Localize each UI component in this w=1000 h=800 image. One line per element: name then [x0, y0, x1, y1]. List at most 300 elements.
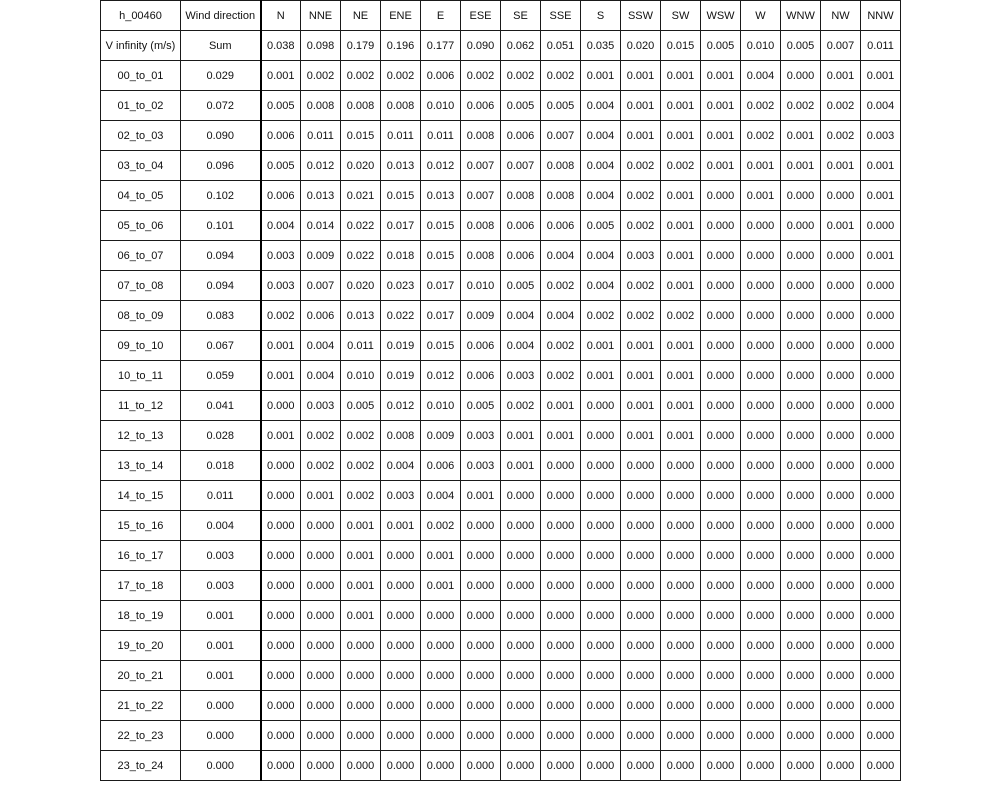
frequency-cell: 0.011: [301, 121, 341, 151]
table-row: [101, 481, 901, 511]
frequency-cell: 0.000: [741, 511, 781, 541]
frequency-cell: 0.000: [501, 601, 541, 631]
table-row: [101, 91, 901, 121]
frequency-cell: 0.000: [821, 691, 861, 721]
frequency-cell: 0.000: [621, 661, 661, 691]
frequency-cell: 0.000: [701, 331, 741, 361]
frequency-cell: 0.004: [581, 181, 621, 211]
frequency-cell: 0.001: [741, 181, 781, 211]
table-row: [101, 451, 901, 481]
direction-header-cell: ESE: [461, 1, 501, 31]
sum-label-cell: Sum: [181, 31, 261, 61]
frequency-cell: 0.004: [581, 151, 621, 181]
frequency-cell: 0.002: [301, 61, 341, 91]
frequency-cell: 0.000: [501, 691, 541, 721]
frequency-cell: 0.000: [701, 661, 741, 691]
frequency-cell: 0.008: [301, 91, 341, 121]
frequency-cell: 0.002: [501, 391, 541, 421]
frequency-cell: 0.001: [461, 481, 501, 511]
frequency-cell: 0.000: [621, 691, 661, 721]
frequency-cell: 0.000: [701, 451, 741, 481]
frequency-cell: 0.008: [461, 211, 501, 241]
frequency-cell: 0.000: [261, 721, 301, 751]
frequency-cell: 0.023: [381, 271, 421, 301]
frequency-cell: 0.000: [661, 661, 701, 691]
frequency-cell: 0.001: [861, 181, 901, 211]
frequency-cell: 0.000: [341, 631, 381, 661]
frequency-cell: 0.000: [861, 601, 901, 631]
frequency-cell: 0.011: [341, 331, 381, 361]
frequency-cell: 0.001: [661, 181, 701, 211]
frequency-cell: 0.000: [741, 241, 781, 271]
table-row: [101, 241, 901, 271]
frequency-cell: 0.008: [381, 421, 421, 451]
frequency-cell: 0.015: [421, 211, 461, 241]
frequency-cell: 0.008: [381, 91, 421, 121]
direction-header-cell: W: [741, 1, 781, 31]
frequency-cell: 0.002: [741, 121, 781, 151]
direction-sum-cell: 0.035: [581, 31, 621, 61]
table-row: [101, 541, 901, 571]
row-sum-cell: 0.003: [181, 571, 261, 601]
frequency-cell: 0.001: [661, 61, 701, 91]
frequency-cell: 0.000: [821, 511, 861, 541]
row-sum-cell: 0.067: [181, 331, 261, 361]
frequency-cell: 0.000: [541, 691, 581, 721]
frequency-cell: 0.000: [781, 571, 821, 601]
frequency-cell: 0.006: [501, 121, 541, 151]
frequency-cell: 0.000: [261, 451, 301, 481]
frequency-cell: 0.001: [501, 421, 541, 451]
direction-sum-cell: 0.038: [261, 31, 301, 61]
frequency-cell: 0.001: [341, 601, 381, 631]
frequency-cell: 0.002: [621, 271, 661, 301]
frequency-cell: 0.005: [581, 211, 621, 241]
frequency-cell: 0.000: [821, 631, 861, 661]
frequency-cell: 0.005: [501, 271, 541, 301]
frequency-cell: 0.000: [861, 661, 901, 691]
frequency-cell: 0.006: [461, 91, 501, 121]
frequency-cell: 0.004: [501, 331, 541, 361]
frequency-cell: 0.000: [701, 391, 741, 421]
frequency-cell: 0.000: [421, 601, 461, 631]
frequency-cell: 0.006: [501, 211, 541, 241]
speed-bin-cell: 14_to_15: [101, 481, 181, 511]
frequency-cell: 0.002: [581, 301, 621, 331]
row-sum-cell: 0.000: [181, 721, 261, 751]
frequency-cell: 0.000: [701, 181, 741, 211]
frequency-cell: 0.001: [661, 211, 701, 241]
frequency-cell: 0.003: [301, 391, 341, 421]
frequency-cell: 0.002: [661, 301, 701, 331]
frequency-cell: 0.000: [581, 631, 621, 661]
frequency-cell: 0.000: [701, 751, 741, 781]
frequency-cell: 0.012: [301, 151, 341, 181]
frequency-cell: 0.002: [381, 61, 421, 91]
frequency-cell: 0.001: [621, 61, 661, 91]
frequency-cell: 0.001: [301, 481, 341, 511]
frequency-cell: 0.000: [301, 631, 341, 661]
frequency-cell: 0.000: [501, 541, 541, 571]
frequency-cell: 0.000: [301, 541, 341, 571]
frequency-cell: 0.002: [781, 91, 821, 121]
frequency-cell: 0.022: [341, 241, 381, 271]
row-sum-cell: 0.028: [181, 421, 261, 451]
frequency-cell: 0.000: [381, 631, 421, 661]
speed-bin-cell: 07_to_08: [101, 271, 181, 301]
frequency-cell: 0.002: [261, 301, 301, 331]
frequency-cell: 0.012: [381, 391, 421, 421]
speed-bin-cell: 08_to_09: [101, 301, 181, 331]
frequency-cell: 0.010: [421, 91, 461, 121]
row-sum-cell: 0.000: [181, 691, 261, 721]
frequency-cell: 0.000: [261, 601, 301, 631]
frequency-cell: 0.000: [381, 601, 421, 631]
frequency-cell: 0.004: [581, 91, 621, 121]
frequency-cell: 0.000: [501, 511, 541, 541]
frequency-cell: 0.021: [341, 181, 381, 211]
frequency-cell: 0.000: [581, 661, 621, 691]
frequency-cell: 0.001: [861, 241, 901, 271]
frequency-cell: 0.003: [501, 361, 541, 391]
direction-sum-cell: 0.007: [821, 31, 861, 61]
frequency-cell: 0.004: [861, 91, 901, 121]
frequency-cell: 0.000: [421, 661, 461, 691]
frequency-cell: 0.000: [261, 481, 301, 511]
frequency-cell: 0.000: [541, 541, 581, 571]
frequency-cell: 0.000: [621, 571, 661, 601]
wind-frequency-table: [100, 0, 901, 781]
frequency-cell: 0.000: [301, 601, 341, 631]
frequency-cell: 0.000: [421, 631, 461, 661]
table-row: [101, 331, 901, 361]
frequency-cell: 0.000: [501, 721, 541, 751]
frequency-cell: 0.001: [341, 571, 381, 601]
direction-sum-cell: 0.011: [861, 31, 901, 61]
frequency-cell: 0.010: [421, 391, 461, 421]
direction-sum-cell: 0.005: [781, 31, 821, 61]
frequency-cell: 0.001: [261, 361, 301, 391]
table-row: [101, 691, 901, 721]
frequency-cell: 0.000: [261, 391, 301, 421]
frequency-cell: 0.008: [461, 241, 501, 271]
speed-bin-cell: 06_to_07: [101, 241, 181, 271]
frequency-cell: 0.000: [741, 721, 781, 751]
frequency-cell: 0.000: [821, 751, 861, 781]
speed-bin-cell: 13_to_14: [101, 451, 181, 481]
frequency-cell: 0.005: [261, 151, 301, 181]
frequency-cell: 0.000: [301, 721, 341, 751]
table-row: [101, 361, 901, 391]
frequency-cell: 0.015: [421, 241, 461, 271]
frequency-cell: 0.001: [581, 61, 621, 91]
frequency-cell: 0.000: [701, 721, 741, 751]
frequency-cell: 0.000: [621, 721, 661, 751]
frequency-cell: 0.000: [821, 571, 861, 601]
frequency-cell: 0.006: [461, 331, 501, 361]
frequency-cell: 0.000: [581, 691, 621, 721]
frequency-cell: 0.000: [661, 631, 701, 661]
frequency-cell: 0.000: [261, 631, 301, 661]
frequency-cell: 0.000: [301, 511, 341, 541]
speed-bin-cell: 12_to_13: [101, 421, 181, 451]
frequency-cell: 0.003: [261, 241, 301, 271]
table-row: [101, 391, 901, 421]
direction-header-cell: NE: [341, 1, 381, 31]
frequency-cell: 0.017: [421, 271, 461, 301]
speed-bin-cell: 03_to_04: [101, 151, 181, 181]
frequency-cell: 0.004: [301, 361, 341, 391]
frequency-cell: 0.019: [381, 331, 421, 361]
speed-bin-cell: 10_to_11: [101, 361, 181, 391]
table-row: [101, 601, 901, 631]
frequency-cell: 0.001: [781, 151, 821, 181]
table-row: [101, 421, 901, 451]
frequency-cell: 0.000: [581, 421, 621, 451]
table-row: [101, 571, 901, 601]
frequency-cell: 0.000: [741, 571, 781, 601]
frequency-cell: 0.000: [861, 271, 901, 301]
frequency-cell: 0.013: [301, 181, 341, 211]
frequency-cell: 0.000: [501, 661, 541, 691]
frequency-cell: 0.001: [261, 421, 301, 451]
frequency-cell: 0.000: [341, 691, 381, 721]
frequency-cell: 0.000: [741, 451, 781, 481]
row-sum-cell: 0.072: [181, 91, 261, 121]
frequency-cell: 0.000: [261, 751, 301, 781]
frequency-cell: 0.001: [781, 121, 821, 151]
frequency-cell: 0.000: [461, 721, 501, 751]
frequency-cell: 0.001: [661, 331, 701, 361]
frequency-cell: 0.002: [541, 331, 581, 361]
frequency-cell: 0.011: [381, 121, 421, 151]
frequency-cell: 0.008: [341, 91, 381, 121]
frequency-cell: 0.000: [381, 541, 421, 571]
frequency-cell: 0.000: [821, 181, 861, 211]
frequency-cell: 0.002: [421, 511, 461, 541]
frequency-cell: 0.000: [701, 481, 741, 511]
frequency-cell: 0.005: [541, 91, 581, 121]
frequency-cell: 0.000: [741, 481, 781, 511]
table-row: [101, 271, 901, 301]
frequency-cell: 0.002: [461, 61, 501, 91]
frequency-cell: 0.000: [261, 511, 301, 541]
frequency-cell: 0.000: [301, 751, 341, 781]
row-sum-cell: 0.001: [181, 661, 261, 691]
frequency-cell: 0.000: [741, 211, 781, 241]
frequency-cell: 0.000: [461, 541, 501, 571]
frequency-cell: 0.000: [781, 181, 821, 211]
frequency-cell: 0.000: [261, 661, 301, 691]
row-sum-cell: 0.090: [181, 121, 261, 151]
frequency-cell: 0.002: [341, 421, 381, 451]
frequency-cell: 0.010: [461, 271, 501, 301]
frequency-cell: 0.000: [341, 661, 381, 691]
frequency-cell: 0.000: [381, 571, 421, 601]
frequency-cell: 0.001: [821, 211, 861, 241]
frequency-cell: 0.006: [421, 451, 461, 481]
frequency-cell: 0.001: [661, 271, 701, 301]
frequency-cell: 0.015: [381, 181, 421, 211]
frequency-cell: 0.000: [781, 391, 821, 421]
frequency-cell: 0.001: [621, 331, 661, 361]
frequency-cell: 0.000: [541, 631, 581, 661]
frequency-cell: 0.000: [861, 211, 901, 241]
frequency-cell: 0.000: [301, 571, 341, 601]
frequency-cell: 0.001: [581, 331, 621, 361]
frequency-cell: 0.000: [581, 751, 621, 781]
speed-bin-cell: 00_to_01: [101, 61, 181, 91]
direction-sum-cell: 0.090: [461, 31, 501, 61]
table-row: [101, 151, 901, 181]
frequency-cell: 0.000: [661, 721, 701, 751]
table-row: [101, 121, 901, 151]
frequency-cell: 0.000: [861, 541, 901, 571]
frequency-cell: 0.000: [661, 541, 701, 571]
frequency-cell: 0.012: [421, 361, 461, 391]
speed-bin-cell: 19_to_20: [101, 631, 181, 661]
table-body: [101, 1, 901, 781]
frequency-cell: 0.005: [341, 391, 381, 421]
frequency-cell: 0.000: [461, 661, 501, 691]
speed-bin-cell: 22_to_23: [101, 721, 181, 751]
frequency-cell: 0.014: [301, 211, 341, 241]
frequency-cell: 0.000: [501, 631, 541, 661]
row-sum-cell: 0.004: [181, 511, 261, 541]
direction-header-cell: NNW: [861, 1, 901, 31]
table-row: [101, 751, 901, 781]
frequency-cell: 0.000: [861, 751, 901, 781]
table-row: [101, 61, 901, 91]
frequency-cell: 0.000: [861, 481, 901, 511]
speed-bin-cell: 01_to_02: [101, 91, 181, 121]
frequency-cell: 0.002: [541, 361, 581, 391]
frequency-cell: 0.000: [821, 331, 861, 361]
speed-bin-cell: 20_to_21: [101, 661, 181, 691]
frequency-cell: 0.000: [701, 601, 741, 631]
table-row: [101, 301, 901, 331]
row-sum-cell: 0.011: [181, 481, 261, 511]
frequency-cell: 0.009: [421, 421, 461, 451]
frequency-cell: 0.000: [821, 361, 861, 391]
frequency-cell: 0.001: [341, 541, 381, 571]
frequency-cell: 0.000: [701, 271, 741, 301]
frequency-cell: 0.000: [821, 451, 861, 481]
frequency-cell: 0.002: [621, 211, 661, 241]
frequency-cell: 0.004: [541, 241, 581, 271]
frequency-cell: 0.000: [581, 571, 621, 601]
frequency-cell: 0.005: [261, 91, 301, 121]
frequency-cell: 0.001: [581, 361, 621, 391]
frequency-cell: 0.000: [741, 271, 781, 301]
row-sum-cell: 0.018: [181, 451, 261, 481]
frequency-cell: 0.000: [861, 361, 901, 391]
frequency-cell: 0.000: [781, 661, 821, 691]
frequency-cell: 0.008: [541, 181, 581, 211]
speed-bin-cell: 18_to_19: [101, 601, 181, 631]
direction-sum-cell: 0.196: [381, 31, 421, 61]
frequency-cell: 0.000: [581, 481, 621, 511]
frequency-cell: 0.006: [261, 181, 301, 211]
frequency-cell: 0.001: [501, 451, 541, 481]
row-sum-cell: 0.102: [181, 181, 261, 211]
frequency-cell: 0.000: [781, 331, 821, 361]
frequency-cell: 0.000: [701, 421, 741, 451]
frequency-cell: 0.013: [341, 301, 381, 331]
v-infinity-label-cell: V infinity (m/s): [101, 31, 181, 61]
frequency-cell: 0.002: [821, 91, 861, 121]
frequency-cell: 0.006: [421, 61, 461, 91]
frequency-cell: 0.000: [261, 571, 301, 601]
frequency-cell: 0.019: [381, 361, 421, 391]
row-sum-cell: 0.083: [181, 301, 261, 331]
frequency-cell: 0.001: [541, 421, 581, 451]
frequency-cell: 0.020: [341, 271, 381, 301]
frequency-cell: 0.000: [501, 751, 541, 781]
frequency-cell: 0.000: [541, 571, 581, 601]
frequency-cell: 0.004: [581, 121, 621, 151]
frequency-cell: 0.008: [541, 151, 581, 181]
frequency-cell: 0.007: [461, 181, 501, 211]
frequency-cell: 0.000: [621, 511, 661, 541]
direction-header-cell: E: [421, 1, 461, 31]
frequency-cell: 0.000: [741, 331, 781, 361]
frequency-cell: 0.000: [541, 481, 581, 511]
direction-sum-cell: 0.015: [661, 31, 701, 61]
frequency-cell: 0.000: [381, 721, 421, 751]
frequency-cell: 0.002: [821, 121, 861, 151]
frequency-cell: 0.002: [741, 91, 781, 121]
frequency-cell: 0.000: [301, 691, 341, 721]
frequency-cell: 0.000: [741, 421, 781, 451]
frequency-cell: 0.018: [381, 241, 421, 271]
frequency-cell: 0.000: [541, 511, 581, 541]
frequency-cell: 0.009: [301, 241, 341, 271]
frequency-cell: 0.001: [861, 61, 901, 91]
frequency-cell: 0.000: [781, 511, 821, 541]
frequency-cell: 0.001: [621, 421, 661, 451]
frequency-cell: 0.000: [261, 691, 301, 721]
frequency-cell: 0.002: [501, 61, 541, 91]
frequency-cell: 0.000: [781, 421, 821, 451]
frequency-cell: 0.000: [741, 751, 781, 781]
frequency-cell: 0.001: [621, 361, 661, 391]
frequency-cell: 0.000: [341, 751, 381, 781]
frequency-cell: 0.000: [741, 301, 781, 331]
speed-bin-cell: 09_to_10: [101, 331, 181, 361]
frequency-cell: 0.000: [581, 541, 621, 571]
frequency-cell: 0.001: [821, 61, 861, 91]
frequency-cell: 0.003: [621, 241, 661, 271]
direction-sum-cell: 0.051: [541, 31, 581, 61]
frequency-cell: 0.000: [701, 301, 741, 331]
frequency-cell: 0.000: [541, 661, 581, 691]
frequency-cell: 0.000: [741, 631, 781, 661]
frequency-cell: 0.001: [421, 571, 461, 601]
frequency-cell: 0.000: [381, 751, 421, 781]
table-row: [101, 511, 901, 541]
table-row: [101, 181, 901, 211]
row-sum-cell: 0.041: [181, 391, 261, 421]
table-row: [101, 721, 901, 751]
frequency-cell: 0.000: [421, 721, 461, 751]
row-sum-cell: 0.094: [181, 241, 261, 271]
frequency-cell: 0.000: [501, 481, 541, 511]
direction-header-cell: N: [261, 1, 301, 31]
frequency-cell: 0.000: [781, 361, 821, 391]
frequency-cell: 0.001: [861, 151, 901, 181]
row-sum-cell: 0.096: [181, 151, 261, 181]
